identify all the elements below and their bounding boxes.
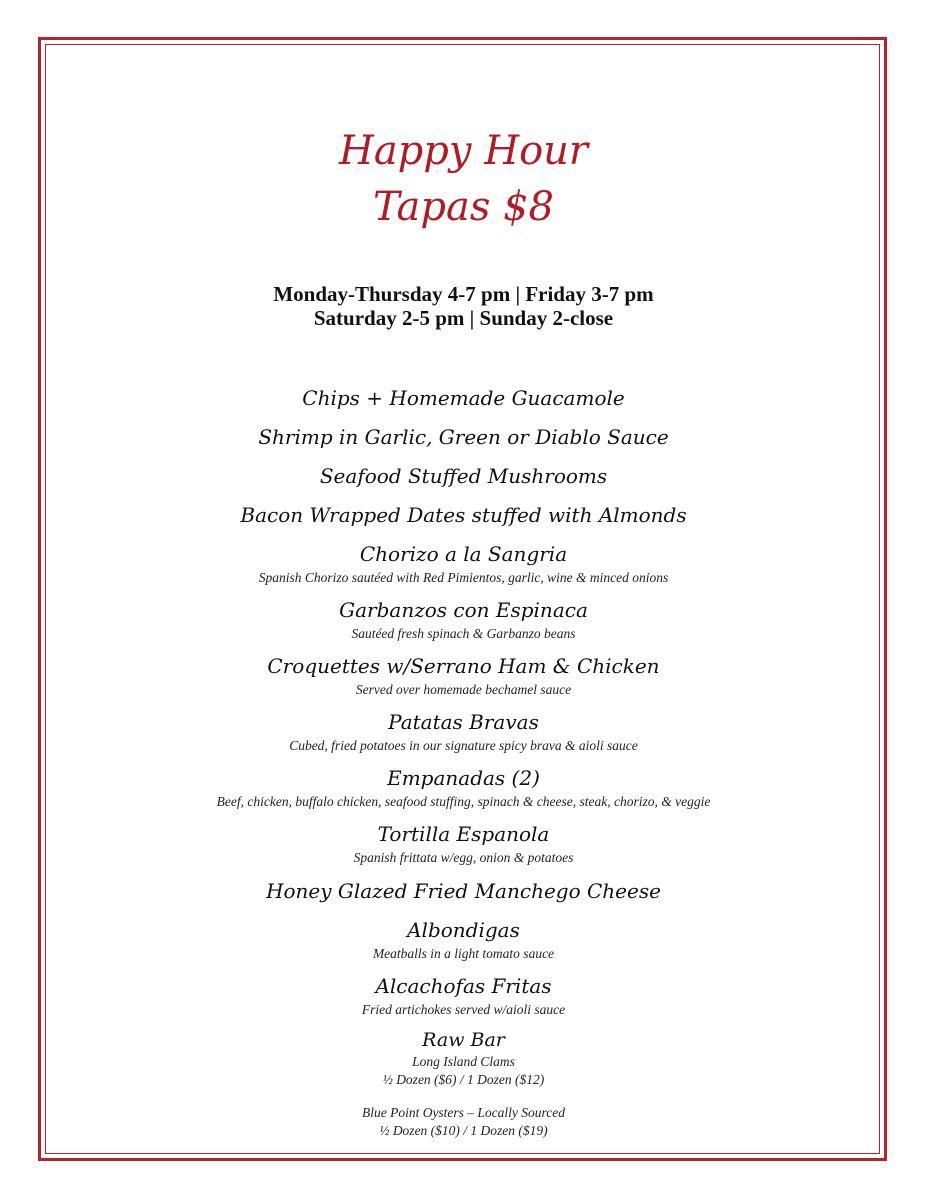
menu-item-name: Alcachofas Fritas (375, 974, 552, 998)
menu-item-name: Patatas Bravas (388, 710, 539, 734)
menu-title: Happy Hour (338, 128, 589, 174)
menu-item-name: Seafood Stuffed Mushrooms (319, 464, 608, 488)
menu-item-name: Albondigas (407, 918, 520, 942)
menu-item-description: Served over homemade bechamel sauce (355, 682, 572, 697)
menu-item-name: Garbanzos con Espinaca (339, 598, 588, 622)
raw-bar-clams-name: Long Island Clams (412, 1054, 515, 1069)
raw-bar-clams-prices: ½ Dozen ($6) / 1 Dozen ($12) (382, 1072, 545, 1087)
menu-item-description: Fried artichokes served w/aioli sauce (361, 1002, 566, 1017)
menu-item-description: Sautéed fresh spinach & Garbanzo beans (351, 626, 576, 641)
menu-item-name: Shrimp in Garlic, Green or Diablo Sauce (258, 425, 669, 449)
raw-bar-oysters-prices: ½ Dozen ($10) / 1 Dozen ($19) (379, 1123, 548, 1138)
menu-item-name: Croquettes w/Serrano Ham & Chicken (267, 654, 660, 678)
menu-item-description: Meatballs in a light tomato sauce (372, 946, 555, 961)
hours-weekday: Monday-Thursday 4-7 pm | Friday 3-7 pm (273, 282, 654, 306)
menu-item-name: Tortilla Espanola (377, 822, 550, 846)
menu-item-name: Chips + Homemade Guacamole (302, 386, 625, 410)
hours-weekend: Saturday 2-5 pm | Sunday 2-close (313, 306, 614, 330)
menu-item-description: Spanish Chorizo sautéed with Red Pimientos, garlic, wine & minced onions (258, 570, 669, 585)
menu-item-description: Beef, chicken, buffalo chicken, seafood stuffing, spinach & cheese, steak, chorizo, & veggie (216, 794, 711, 809)
menu-item-name: Chorizo a la Sangria (359, 542, 568, 566)
menu-item-name: Honey Glazed Fried Manchego Cheese (266, 879, 661, 903)
raw-bar-oysters-name: Blue Point Oysters – Locally Sourced (361, 1105, 566, 1120)
menu-subtitle-price: Tapas $8 (372, 184, 554, 230)
raw-bar-heading: Raw Bar (422, 1029, 505, 1051)
menu-item-name: Empanadas (2) (387, 766, 540, 790)
menu-item-description: Cubed, fried potatoes in our signature spicy brava & aioli sauce (289, 738, 638, 753)
menu-item-name: Bacon Wrapped Dates stuffed with Almonds (240, 503, 687, 527)
menu-item-description: Spanish frittata w/egg, onion & potatoes (353, 850, 574, 865)
